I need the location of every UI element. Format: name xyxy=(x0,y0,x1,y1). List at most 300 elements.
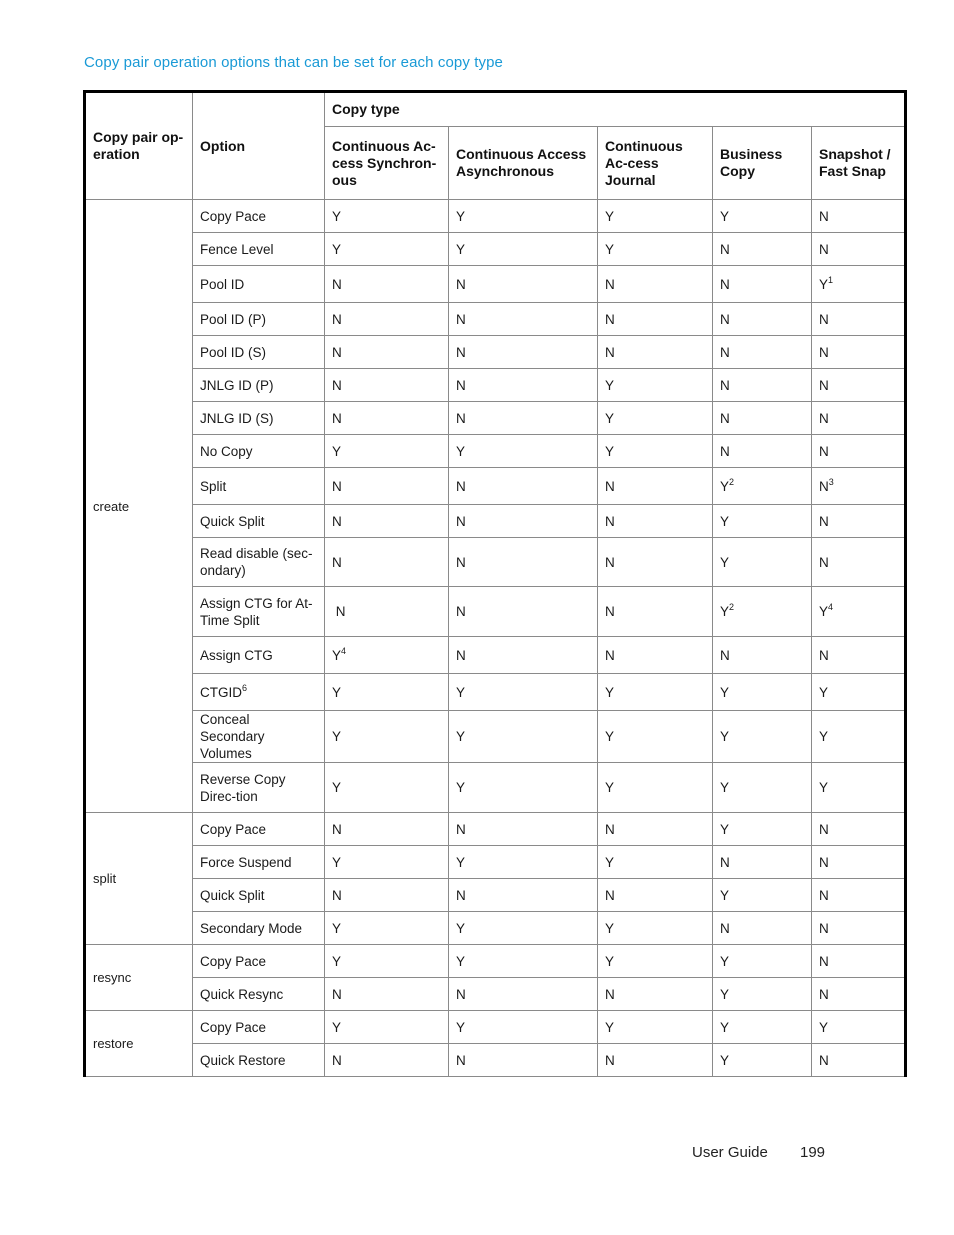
option-cell xyxy=(193,1011,325,1044)
value-cell xyxy=(713,233,812,266)
value-cell xyxy=(449,233,598,266)
value-text: N xyxy=(819,410,829,426)
table-row xyxy=(85,978,906,1011)
header-copy-type: Copy type xyxy=(325,92,906,127)
value-text: N xyxy=(332,821,342,837)
value-text: N xyxy=(605,887,615,903)
value-cell xyxy=(325,233,449,266)
value-cell xyxy=(812,266,906,303)
option-label: Secondary Mode xyxy=(200,920,303,936)
value-text: Y xyxy=(720,887,730,903)
value-text: Y xyxy=(456,920,466,936)
table-row xyxy=(85,912,906,945)
value-cell xyxy=(325,468,449,505)
value-cell xyxy=(325,711,449,763)
value-text: N xyxy=(605,554,615,570)
table-row xyxy=(85,813,906,846)
value-cell xyxy=(598,879,713,912)
value-cell xyxy=(812,1011,906,1044)
option-label: Quick Resync xyxy=(200,986,284,1002)
value-cell xyxy=(713,587,812,637)
value-text: N xyxy=(819,443,829,459)
value-cell xyxy=(325,945,449,978)
option-label: Split xyxy=(200,478,227,494)
value-cell xyxy=(713,505,812,538)
table-row xyxy=(85,435,906,468)
value-cell xyxy=(713,402,812,435)
value-text: N xyxy=(819,311,829,327)
value-cell xyxy=(325,369,449,402)
value-text: N xyxy=(456,344,466,360)
value-text: N xyxy=(456,604,466,619)
value-text: N xyxy=(332,604,346,619)
value-cell xyxy=(812,1044,906,1077)
value-text: N xyxy=(332,1052,342,1068)
value-text: N xyxy=(720,241,730,257)
value-cell xyxy=(449,945,598,978)
header-option: Option xyxy=(193,92,325,200)
value-cell xyxy=(812,233,906,266)
value-cell xyxy=(449,505,598,538)
value-text: Y xyxy=(819,729,829,744)
value-text: Y xyxy=(819,1019,829,1035)
value-text: Y xyxy=(605,1019,615,1035)
value-cell xyxy=(812,813,906,846)
value-text: Y xyxy=(819,604,829,619)
value-cell xyxy=(713,763,812,813)
value-cell xyxy=(812,505,906,538)
value-cell xyxy=(812,711,906,763)
value-cell xyxy=(713,266,812,303)
operation-cell: restore xyxy=(85,1011,193,1077)
value-cell xyxy=(449,303,598,336)
value-cell xyxy=(325,402,449,435)
value-text: N xyxy=(605,478,615,494)
value-cell xyxy=(598,468,713,505)
footnote-marker: 3 xyxy=(828,476,834,487)
value-cell xyxy=(713,303,812,336)
value-text: N xyxy=(720,344,730,360)
value-cell xyxy=(449,468,598,505)
value-text: N xyxy=(332,478,342,494)
value-cell xyxy=(325,505,449,538)
value-cell xyxy=(598,711,713,763)
value-text: Y xyxy=(332,854,342,870)
table-row xyxy=(85,336,906,369)
option-cell xyxy=(193,266,325,303)
value-text: N xyxy=(456,986,466,1002)
value-cell xyxy=(449,369,598,402)
value-cell xyxy=(713,912,812,945)
value-text: N xyxy=(819,953,829,969)
table-row xyxy=(85,587,906,637)
value-text: Y xyxy=(605,920,615,936)
value-text: N xyxy=(332,377,342,393)
value-cell xyxy=(598,846,713,879)
value-text: Y xyxy=(605,854,615,870)
value-cell xyxy=(598,1044,713,1077)
value-cell xyxy=(713,813,812,846)
option-cell xyxy=(193,763,325,813)
value-cell xyxy=(713,435,812,468)
value-text: Y xyxy=(720,1019,730,1035)
value-text: Y xyxy=(456,854,466,870)
value-cell xyxy=(812,945,906,978)
value-text: Y xyxy=(720,821,730,837)
value-text: Y xyxy=(720,1052,730,1068)
option-label: JNLG ID (S) xyxy=(200,410,274,426)
value-text: N xyxy=(605,647,615,663)
value-text: N xyxy=(332,887,342,903)
value-text: N xyxy=(332,311,342,327)
value-cell xyxy=(449,200,598,233)
value-text: Y xyxy=(332,684,342,700)
value-cell xyxy=(449,711,598,763)
option-label: Copy Pace xyxy=(200,953,267,969)
value-text: N xyxy=(456,311,466,327)
value-cell xyxy=(449,846,598,879)
value-text: N xyxy=(332,276,342,292)
value-text: Y xyxy=(605,443,615,459)
value-cell xyxy=(812,674,906,711)
value-cell xyxy=(598,505,713,538)
option-label: Pool ID xyxy=(200,276,245,292)
table-row xyxy=(85,1011,906,1044)
value-text: Y xyxy=(332,647,342,663)
value-text: Y xyxy=(720,478,730,494)
operation-cell: create xyxy=(85,200,193,813)
option-label: Reverse Copy Direc-tion xyxy=(200,771,286,804)
value-cell xyxy=(449,763,598,813)
value-text: Y xyxy=(332,241,342,257)
value-text: N xyxy=(456,887,466,903)
value-text: N xyxy=(456,276,466,292)
value-cell xyxy=(812,978,906,1011)
value-cell xyxy=(812,200,906,233)
option-cell xyxy=(193,711,325,763)
value-text: N xyxy=(819,554,829,570)
value-text: N xyxy=(456,377,466,393)
option-label: Assign CTG xyxy=(200,647,273,663)
value-text: N xyxy=(720,443,730,459)
value-text: N xyxy=(456,821,466,837)
value-text: Y xyxy=(456,684,466,700)
value-cell xyxy=(598,978,713,1011)
option-cell xyxy=(193,1044,325,1077)
value-text: Y xyxy=(605,953,615,969)
value-cell xyxy=(598,402,713,435)
value-cell xyxy=(812,587,906,637)
value-text: N xyxy=(456,513,466,529)
value-cell xyxy=(325,912,449,945)
value-text: N xyxy=(332,344,342,360)
option-label: Copy Pace xyxy=(200,1019,267,1035)
value-cell xyxy=(449,587,598,637)
value-text: N xyxy=(605,604,615,619)
value-text: N xyxy=(720,920,730,936)
value-cell xyxy=(325,846,449,879)
value-cell xyxy=(449,879,598,912)
option-cell xyxy=(193,879,325,912)
value-text: Y xyxy=(456,1019,466,1035)
footnote-marker: 2 xyxy=(729,602,735,612)
value-cell xyxy=(325,303,449,336)
value-text: Y xyxy=(720,729,730,744)
value-cell xyxy=(598,303,713,336)
value-cell xyxy=(449,402,598,435)
value-text: Y xyxy=(720,208,730,224)
value-cell xyxy=(325,587,449,637)
footnote-marker: 4 xyxy=(341,645,347,656)
value-text: N xyxy=(605,311,615,327)
value-cell xyxy=(325,763,449,813)
operation-cell: resync xyxy=(85,945,193,1011)
table-row xyxy=(85,505,906,538)
value-cell xyxy=(713,674,812,711)
value-cell xyxy=(325,200,449,233)
table-row xyxy=(85,763,906,813)
value-text: N xyxy=(332,986,342,1002)
value-text: N xyxy=(819,920,829,936)
value-cell xyxy=(812,912,906,945)
value-text: N xyxy=(720,377,730,393)
value-cell xyxy=(325,674,449,711)
table-row xyxy=(85,1044,906,1077)
value-text: Y xyxy=(605,241,615,257)
value-text: Y xyxy=(605,729,615,744)
value-text: Y xyxy=(819,276,829,292)
value-text: Y xyxy=(720,513,730,529)
value-text: Y xyxy=(819,684,829,700)
value-text: N xyxy=(720,647,730,663)
value-text: Y xyxy=(605,780,615,795)
footer-label: User Guide xyxy=(692,1144,768,1161)
value-cell xyxy=(325,1044,449,1077)
value-text: Y xyxy=(720,780,730,795)
value-text: Y xyxy=(605,410,615,426)
option-label: Copy Pace xyxy=(200,208,267,224)
value-text: N xyxy=(819,377,829,393)
value-text: Y xyxy=(456,241,466,257)
value-cell xyxy=(598,538,713,587)
operation-cell: split xyxy=(85,813,193,945)
option-cell xyxy=(193,538,325,587)
value-cell xyxy=(598,637,713,674)
value-cell xyxy=(598,1011,713,1044)
value-cell xyxy=(325,813,449,846)
table-header xyxy=(85,92,906,200)
value-cell xyxy=(449,1011,598,1044)
value-text: N xyxy=(819,478,829,494)
value-cell xyxy=(598,674,713,711)
value-text: N xyxy=(456,410,466,426)
value-cell xyxy=(713,846,812,879)
value-cell xyxy=(449,978,598,1011)
header-type-ca-journal: Continuous Ac-cess Journal xyxy=(598,127,713,200)
option-label: Quick Split xyxy=(200,513,265,529)
option-label: Read disable (sec-ondary) xyxy=(200,546,313,578)
table-body xyxy=(85,200,906,1077)
option-cell xyxy=(193,336,325,369)
value-text: N xyxy=(819,854,829,870)
value-text: Y xyxy=(332,953,342,969)
value-text: Y xyxy=(332,443,342,459)
value-cell xyxy=(598,266,713,303)
table-row xyxy=(85,674,906,711)
option-cell xyxy=(193,303,325,336)
value-text: N xyxy=(819,887,829,903)
value-cell xyxy=(812,763,906,813)
option-label: Fence Level xyxy=(200,241,274,257)
value-cell xyxy=(713,369,812,402)
value-text: N xyxy=(456,1052,466,1068)
value-cell xyxy=(812,435,906,468)
option-cell xyxy=(193,587,325,637)
value-text: N xyxy=(456,478,466,494)
value-text: N xyxy=(819,241,829,257)
value-cell xyxy=(449,674,598,711)
value-cell xyxy=(598,435,713,468)
value-cell xyxy=(449,1044,598,1077)
option-cell xyxy=(193,505,325,538)
table-row xyxy=(85,637,906,674)
value-cell xyxy=(713,1044,812,1077)
option-label: Force Suspend xyxy=(200,854,292,870)
value-cell xyxy=(325,978,449,1011)
footnote-marker: 1 xyxy=(828,274,834,285)
value-text: N xyxy=(605,821,615,837)
option-label: Quick Split xyxy=(200,887,265,903)
value-cell xyxy=(449,538,598,587)
value-cell xyxy=(812,402,906,435)
value-cell xyxy=(325,435,449,468)
option-cell xyxy=(193,637,325,674)
value-text: Y xyxy=(456,443,466,459)
value-cell xyxy=(713,711,812,763)
page-number: 199 xyxy=(800,1144,826,1161)
value-cell xyxy=(812,369,906,402)
value-cell xyxy=(598,369,713,402)
option-label: Quick Restore xyxy=(200,1052,286,1068)
value-text: Y xyxy=(720,986,730,1002)
value-text: Y xyxy=(605,684,615,700)
value-cell xyxy=(713,468,812,505)
table-row xyxy=(85,538,906,587)
value-text: N xyxy=(332,410,342,426)
option-cell xyxy=(193,813,325,846)
table-row xyxy=(85,233,906,266)
value-text: Y xyxy=(332,1019,342,1035)
value-cell xyxy=(325,1011,449,1044)
option-cell xyxy=(193,674,325,711)
value-text: Y xyxy=(456,953,466,969)
value-text: Y xyxy=(720,684,730,700)
option-cell xyxy=(193,978,325,1011)
footnote-marker: 2 xyxy=(729,476,735,487)
value-cell xyxy=(598,587,713,637)
table-row xyxy=(85,711,906,763)
copy-options-table xyxy=(83,90,907,1077)
value-text: N xyxy=(605,986,615,1002)
value-cell xyxy=(713,200,812,233)
value-text: N xyxy=(456,647,466,663)
option-label: Conceal Secondary Volumes xyxy=(200,712,265,761)
option-cell xyxy=(193,200,325,233)
value-cell xyxy=(598,813,713,846)
value-cell xyxy=(449,435,598,468)
value-cell xyxy=(325,879,449,912)
option-label: JNLG ID (P) xyxy=(200,377,274,393)
table-row xyxy=(85,369,906,402)
value-text: N xyxy=(720,854,730,870)
value-text: Y xyxy=(332,208,342,224)
value-text: Y xyxy=(456,208,466,224)
value-text: N xyxy=(819,821,829,837)
value-cell xyxy=(449,637,598,674)
option-cell xyxy=(193,402,325,435)
option-label: No Copy xyxy=(200,443,253,459)
value-cell xyxy=(598,763,713,813)
value-text: N xyxy=(720,276,730,292)
value-text: N xyxy=(332,554,342,570)
value-cell xyxy=(713,978,812,1011)
value-cell xyxy=(812,303,906,336)
value-text: N xyxy=(819,1052,829,1068)
value-text: N xyxy=(819,647,829,663)
footnote-marker: 4 xyxy=(828,602,834,612)
option-label: Pool ID (S) xyxy=(200,344,267,360)
value-text: N xyxy=(819,344,829,360)
table-row xyxy=(85,468,906,505)
option-cell xyxy=(193,233,325,266)
header-type-snapshot: Snapshot / Fast Snap xyxy=(812,127,906,200)
table-row xyxy=(85,945,906,978)
value-cell xyxy=(325,336,449,369)
value-cell xyxy=(812,846,906,879)
value-text: N xyxy=(605,276,615,292)
option-label: Copy Pace xyxy=(200,821,267,837)
value-text: Y xyxy=(720,554,730,570)
value-text: N xyxy=(720,410,730,426)
value-text: N xyxy=(819,513,829,529)
option-cell xyxy=(193,435,325,468)
value-cell xyxy=(449,266,598,303)
value-text: N xyxy=(605,1052,615,1068)
option-label: Pool ID (P) xyxy=(200,311,267,327)
table-row xyxy=(85,402,906,435)
value-cell xyxy=(449,336,598,369)
value-cell xyxy=(449,813,598,846)
header-type-business-copy: Business Copy xyxy=(713,127,812,200)
value-text: N xyxy=(819,208,829,224)
value-text: Y xyxy=(720,953,730,969)
value-text: N xyxy=(819,986,829,1002)
value-cell xyxy=(812,538,906,587)
option-cell xyxy=(193,945,325,978)
table-row xyxy=(85,200,906,233)
value-text: Y xyxy=(332,780,342,795)
value-text: N xyxy=(332,513,342,529)
option-cell xyxy=(193,468,325,505)
option-cell xyxy=(193,369,325,402)
value-cell xyxy=(812,879,906,912)
value-text: Y xyxy=(819,780,829,795)
value-text: Y xyxy=(456,729,466,744)
value-cell xyxy=(713,879,812,912)
value-cell xyxy=(713,637,812,674)
footnote-marker: 6 xyxy=(242,682,248,693)
value-text: Y xyxy=(332,729,342,744)
